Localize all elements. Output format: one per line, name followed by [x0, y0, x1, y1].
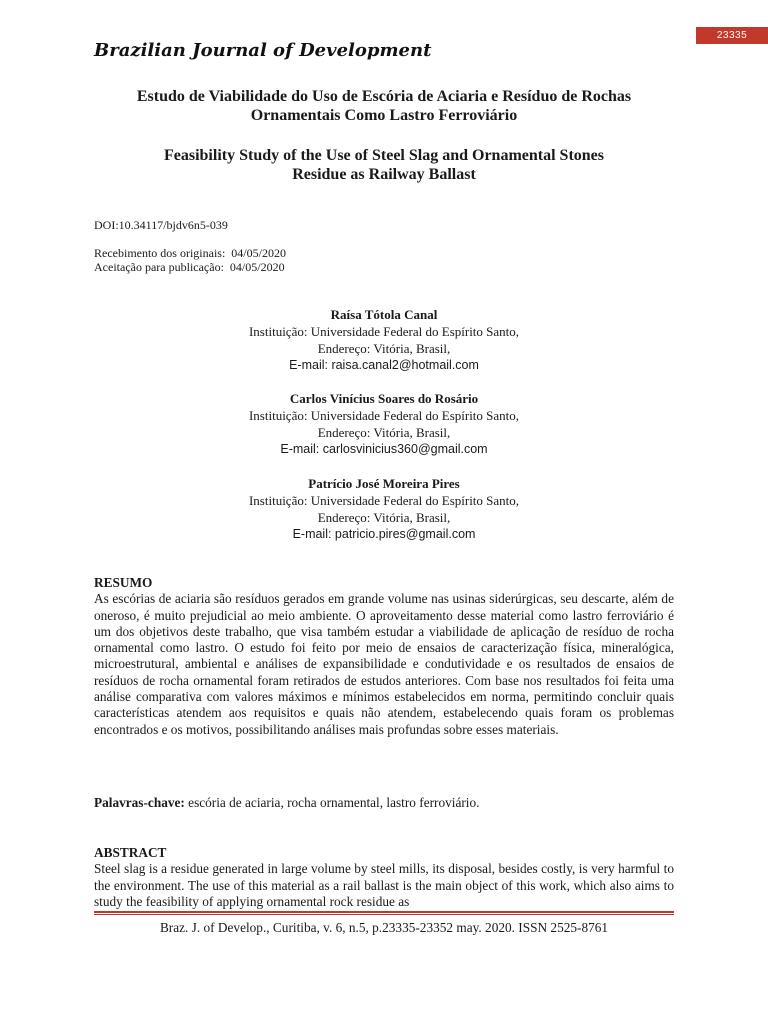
author-email[interactable]: E-mail: raisa.canal2@hotmail.com: [289, 358, 479, 372]
author-address: Endereço: Vitória, Brasil,: [317, 425, 451, 440]
doi[interactable]: DOI:10.34117/bjdv6n5-039: [94, 218, 228, 232]
page-number-badge: 23335: [696, 27, 768, 44]
received-date: Recebimento dos originais: 04/05/2020: [94, 246, 286, 260]
author-email[interactable]: E-mail: carlosvinicius360@gmail.com: [280, 442, 488, 456]
title-portuguese: [94, 87, 674, 125]
footer-divider: [94, 911, 674, 915]
resumo-text: As escórias de aciaria são resíduos gerados em grande volume nas usinas siderúrgicas, seu descarte, além de oneroso, é muito prejudicial ao meio ambiente. O aproveitamento desse material como lastro ferroviário é um dos objetivos deste trabalho, que visa também estudar a viabilidade de aplicação de resíduo de rocha ornamental como lastro. O estudo foi feito por meio de ensaios de caracterização física, mineralógica, microestrutural, ambiental e análises de expansibilidade e condutividade e os resultados de ensaios de resíduos de rocha ornamental foram retirados de estudos anteriores. Com base nos resultados foi feita uma análise comparativa com valores máximos e mínimos estabelecidos em norma, permitindo concluir quais características atendem aos requisitos e quais não atendem, estabelecendo quais foram os problemas encontrados e os motivos, possibilitando análises mais profundas sobre esses materiais.: [94, 591, 674, 737]
author-address: Endereço: Vitória, Brasil,: [317, 341, 451, 356]
journal-title: Brazilian Journal of Development: [94, 40, 432, 61]
author-name: Raísa Tótola Canal: [330, 307, 438, 322]
submission-dates: [94, 246, 286, 274]
resumo-section: [94, 575, 674, 738]
abstract-section: [94, 845, 674, 915]
author-institution: Instituição: Universidade Federal do Espírito Santo,: [248, 493, 520, 508]
author-email[interactable]: E-mail: patricio.pires@gmail.com: [292, 527, 476, 541]
title-pt-line-2: Ornamentais Como Lastro Ferroviário: [250, 107, 518, 124]
title-en-line-2: Residue as Railway Ballast: [292, 166, 476, 183]
title-english: [94, 146, 674, 184]
title-pt-line-1: Estudo de Viabilidade do Uso de Escória de Aciaria e Resíduo de Rochas: [136, 88, 632, 105]
footer-citation: Braz. J. of Develop., Curitiba, v. 6, n.5, p.23335-23352 may. 2020. ISSN 2525-8761: [159, 920, 609, 935]
author-block: [94, 390, 674, 458]
author-institution: Instituição: Universidade Federal do Espírito Santo,: [248, 324, 520, 339]
keywords-text: escória de aciaria, rocha ornamental, lastro ferroviário.: [184, 795, 480, 810]
abstract-text: Steel slag is a residue generated in large volume by steel mills, its disposal, besides costly, is very harmful to the environment. The use of this material as a rail ballast is the main object of this work, which also aims to study the feasibility of applying ornamental rock residue as: [94, 861, 674, 909]
author-block: [94, 306, 674, 374]
title-en-line-1: Feasibility Study of the Use of Steel Slag and Ornamental Stones: [163, 147, 604, 164]
keywords: [94, 795, 674, 811]
author-name: Patrício José Moreira Pires: [308, 476, 460, 491]
author-block: [94, 475, 674, 543]
accepted-date: Aceitação para publicação: 04/05/2020: [94, 260, 285, 274]
author-address: Endereço: Vitória, Brasil,: [317, 510, 451, 525]
resumo-heading: RESUMO: [94, 575, 153, 590]
abstract-heading: ABSTRACT: [94, 845, 167, 860]
keywords-label: Palavras-chave:: [94, 795, 185, 810]
author-name: Carlos Vinícius Soares do Rosário: [289, 391, 479, 406]
author-institution: Instituição: Universidade Federal do Espírito Santo,: [248, 408, 520, 423]
